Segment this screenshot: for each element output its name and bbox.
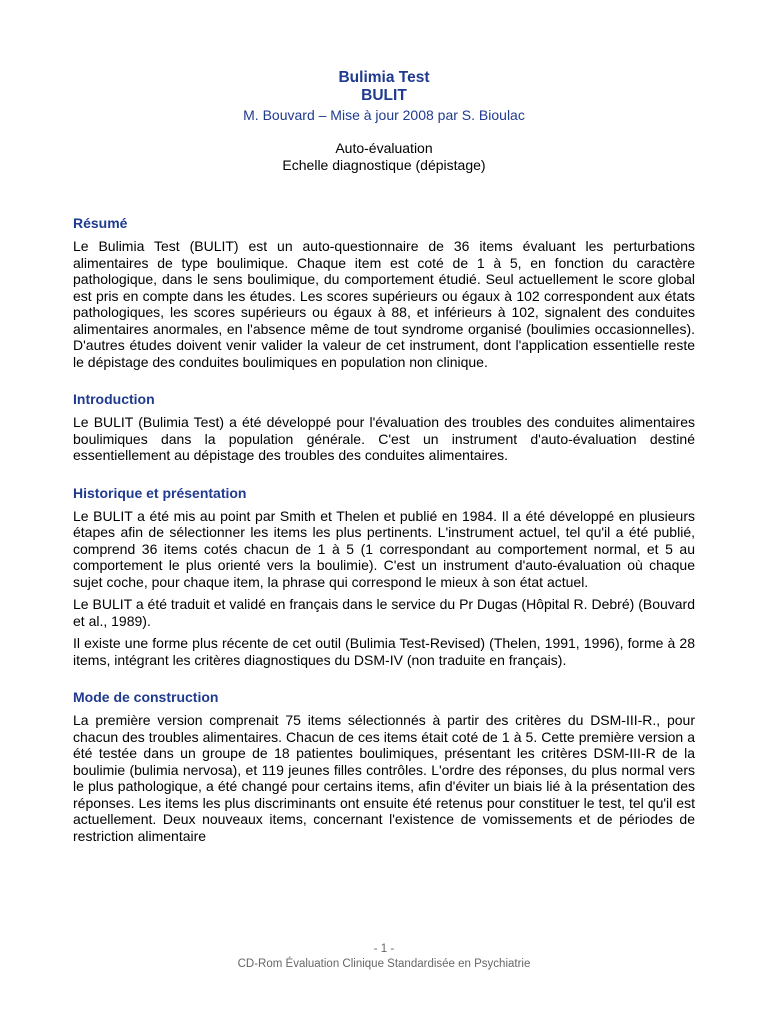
paragraph: Le BULIT a été traduit et validé en français dans le service du Pr Dugas (Hôpital R. Debré) (Bouvard et al., 1989). [73, 596, 695, 629]
section-construction [73, 689, 695, 844]
section-resume [73, 215, 695, 370]
page-footer [0, 942, 768, 972]
document-type: Auto-évaluation [335, 140, 433, 156]
section-introduction [73, 391, 695, 464]
paragraph: Le BULIT a été mis au point par Smith et Thelen et publié en 1984. Il a été développé en plusieurs étapes afin de sélectionner les items les plus pertinents. L'instrument actuel, tel qu'il a été publié, comprend 36 items cotés chacun de 1 à 5 (1 correspondant au comportement normal, et 5 au comportement le plus orienté vers la boulimie). C'est un instrument d'auto-évaluation où chaque sujet coche, pour chaque item, la phrase qui correspond le mieux à son état actuel. [73, 507, 695, 590]
paragraph: Le Bulimia Test (BULIT) est un auto-questionnaire de 36 items évaluant les perturbations alimentaires de type boulimique. Chaque item est coté de 1 à 5, en fonction du caractère pathologique, dans le sens boulimique, du comportement étudié. Seul actuellement le score global est pris en compte dans les études. Les scores supérieurs ou égaux à 102 correspondent aux états pathologiques, les scores supérieurs ou égaux à 88, et inférieurs à 102, signalent des conduites alimentaires anormales, en l'absence même de tout syndrome organisé (boulimies occasionnelles). D'autres études doivent venir valider la valeur de cet instrument, dont l'application essentielle reste le dépistage des conduites boulimiques en population non clinique. [73, 238, 695, 370]
paragraph: La première version comprenait 75 items sélectionnés à partir des critères du DSM-III-R., pour chacun des troubles alimentaires. Chacun de ces items était coté de 1 à 5. Cette première version a été testée dans un groupe de 18 patientes boulimiques, présentant les critères DSM-III-R de la boulimie (bulimia nervosa), et 119 jeunes filles contrôles. L'ordre des réponses, du plus normal vers le plus pathologique, a été changé pour certains items, afin d'éviter un biais lié à la présentation des réponses. Les items les plus discriminants ont ensuite été retenus pour constituer le test, tel qu'il est actuellement. Deux nouveaux items, concernant l'existence de vomissements et de périodes de restriction alimentaire [73, 712, 695, 844]
section-historique [73, 485, 695, 669]
document-acronym: BULIT [361, 87, 407, 104]
footer-source: CD-Rom Évaluation Clinique Standardisée en Psychiatrie [237, 958, 531, 970]
document-title: Bulimia Test [338, 69, 430, 86]
document-scale-type: Echelle diagnostique (dépistage) [282, 157, 486, 173]
paragraph: Il existe une forme plus récente de cet outil (Bulimia Test-Revised) (Thelen, 1991, 1996), forme à 28 items, intégrant les critères diagnostiques du DSM-IV (non traduite en français). [73, 635, 695, 668]
paragraph: Le BULIT (Bulimia Test) a été développé pour l'évaluation des troubles des conduites alimentaires boulimiques dans la population générale. C'est un instrument d'auto-évaluation destiné essentiellement au dépistage des troubles des conduites alimentaires. [73, 414, 695, 463]
document-body [73, 215, 695, 865]
page-number: - 1 - [373, 943, 395, 955]
section-heading: Historique et présentation [73, 484, 247, 501]
document-authors: M. Bouvard – Mise à jour 2008 par S. Bioulac [243, 107, 525, 123]
section-heading: Introduction [73, 391, 155, 407]
section-heading: Mode de construction [73, 689, 219, 705]
section-heading: Résumé [73, 215, 128, 231]
document-header [0, 69, 768, 174]
